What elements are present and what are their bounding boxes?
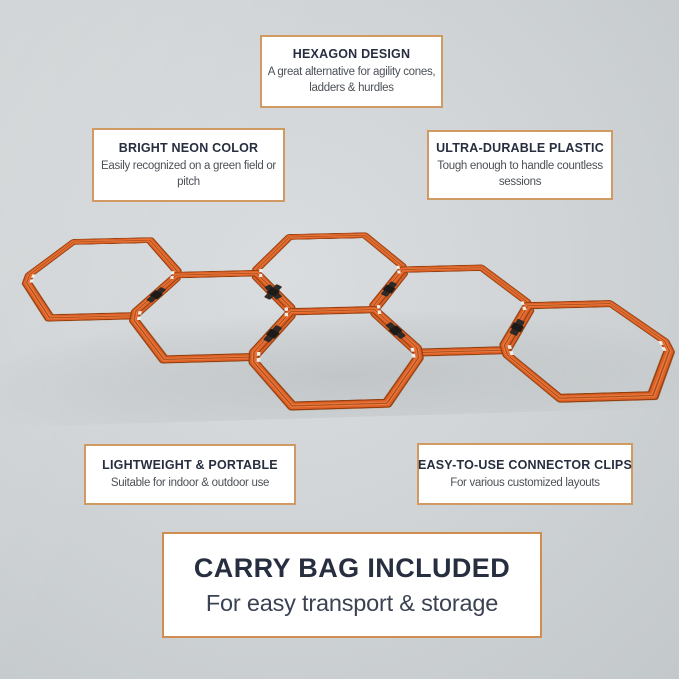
callout-title: LIGHTWEIGHT & PORTABLE (102, 458, 278, 472)
banner-subtitle: For easy transport & storage (205, 590, 499, 616)
hexagon-ring-1 (13, 239, 181, 318)
callout-connector-clips (417, 443, 633, 505)
callout-lightweight-portable (84, 444, 296, 505)
hexagon-rings-graphic (0, 222, 679, 429)
callout-body: A great alternative for agility cones, ladders & hurdles (267, 66, 436, 94)
callout-ultra-durable-plastic (427, 130, 613, 200)
callout-body: Suitable for indoor & outdoor use (110, 477, 270, 489)
callout-title: EASY-TO-USE CONNECTOR CLIPS (418, 457, 632, 472)
carry-bag-banner (162, 532, 542, 638)
callout-bright-neon-color (92, 128, 285, 202)
callout-body: Easily recognized on a green field or pitch (101, 159, 276, 188)
callout-hexagon-design (260, 35, 443, 108)
product-shadow (0, 301, 679, 428)
product-photo (0, 222, 679, 429)
callout-body: For various customized layouts (450, 476, 600, 489)
callout-title: BRIGHT NEON COLOR (118, 140, 259, 155)
callout-title: HEXAGON DESIGN (292, 47, 411, 61)
callout-title: ULTRA-DURABLE PLASTIC (436, 140, 604, 155)
callout-body: Tough enough to handle countless sessions (437, 159, 603, 188)
banner-title: CARRY BAG INCLUDED (193, 553, 511, 583)
